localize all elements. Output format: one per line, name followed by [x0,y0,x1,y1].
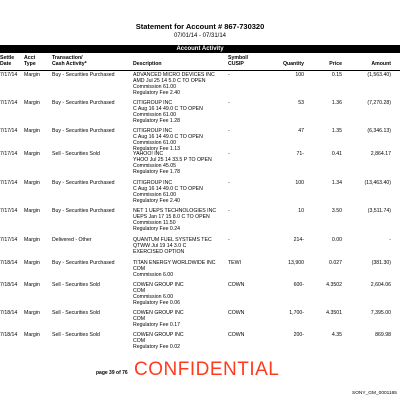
description-line: QTWW Jul 19 14 3.0 C [133,243,187,249]
settle-date: 7/18/14 [0,260,18,266]
amount: 2,864.17 [370,151,391,157]
symbol: - [228,180,230,186]
description-line: EXERCISED OPTION [133,249,185,255]
settle-date: 7/17/14 [0,180,18,186]
description-line: NET 1 UEPS TECHNOLOGIES INC [133,208,217,214]
description [133,72,227,96]
description-line: YAHOO! INC [133,151,164,157]
description-line: UEPS Jan 17 15 8.0 C TO OPEN [133,214,210,220]
description-line: COM [133,316,146,322]
statement-title: Statement for Account # 867-730320 [135,22,265,31]
transaction-type: Buy - Securities Purchased [52,260,115,266]
acct-type: Margin [24,237,40,243]
description-line: Regulatory Fee 2.40 [133,90,181,96]
description-line: C Aug 16 14 49.0 C TO OPEN [133,134,203,140]
settle-date: 7/17/14 [0,100,18,106]
transaction-type: Sell - Securities Sold [52,282,100,288]
symbol: - [228,237,230,243]
acct-type: Margin [24,151,40,157]
amount: (3,511.74) [367,208,391,214]
settle-date: 7/17/14 [0,151,18,157]
description-line: COWEN GROUP INC [133,282,184,288]
transaction-type: Buy - Securities Purchased [52,180,115,186]
price: 4.35 [331,332,342,338]
description-line: ADVANCED MICRO DEVICES INC [133,72,215,78]
description-line: CITIGROUP INC [133,100,173,106]
price: 3.50 [331,208,342,214]
description-line: TITAN ENERGY WORLDWIDE INC [133,260,216,266]
quantity: 10 [298,208,304,214]
transaction-type: Sell - Securities Sold [52,310,100,316]
description-line: COWEN GROUP INC [133,332,184,338]
header-acct-type: Acct Type [24,55,36,67]
symbol: COWN [228,282,245,288]
quantity: 53 [298,100,304,106]
quantity: 47 [298,128,304,134]
page-number: page 39 of 76 [96,370,128,376]
description-line: YHOO Jul 25 14 33.5 P TO OPEN [133,157,212,163]
acct-type: Margin [24,310,40,316]
description [133,208,227,232]
transaction-type: Delivered - Other [52,237,92,243]
settle-date: 7/18/14 [0,332,18,338]
header-divider [0,70,400,71]
transaction-type: Sell - Securities Sold [52,332,100,338]
price: 4.3501 [326,310,342,316]
settle-date: 7/17/14 [0,72,18,78]
description [133,310,227,328]
description-line: Commission 61.00 [133,192,176,198]
quantity: 214- [293,237,304,243]
description-line: Regulatory Fee 2.40 [133,198,181,204]
confidential-stamp: CONFIDENTIAL [134,359,280,380]
description-line: Commission 45.05 [133,163,176,169]
description-line: Regulatory Fee 0.24 [133,226,181,232]
header-transaction: Transaction/ Cash Activity* [52,55,87,67]
description-line: Regulatory Fee 0.02 [133,344,181,350]
acct-type: Margin [24,128,40,134]
description-line: C Aug 16 14 49.0 C TO OPEN [133,186,203,192]
header-amount: Amount [371,61,391,67]
settle-date: 7/17/14 [0,128,18,134]
settle-date: 7/17/14 [0,237,18,243]
amount: 7,395.00 [370,310,391,316]
quantity: 200- [293,332,304,338]
settle-date: 7/18/14 [0,282,18,288]
transaction-type: Buy - Securities Purchased [52,128,115,134]
price: 0.41 [331,151,342,157]
header-quantity: Quantity [282,61,304,67]
quantity: 100 [295,180,304,186]
acct-type: Margin [24,332,40,338]
description [133,151,227,175]
acct-type: Margin [24,180,40,186]
price: 1.36 [331,100,342,106]
quantity: 13,900 [288,260,304,266]
symbol: - [228,100,230,106]
description-line: Commission 11.50 [133,220,176,226]
description-line: C Aug 16 14 49.0 C TO OPEN [133,106,203,112]
quantity: 600- [293,282,304,288]
price: 0.15 [331,72,342,78]
description-line: COWEN GROUP INC [133,310,184,316]
description-line: Regulatory Fee 0.06 [133,300,181,306]
amount: - [389,237,391,243]
symbol: COWN [228,310,245,316]
description-line: CITIGROUP INC [133,128,173,134]
description-line: COM [133,338,146,344]
acct-type: Margin [24,100,40,106]
header-symbol: Symbol/ CUSIP [228,55,249,67]
description-line: Commission 61.00 [133,84,176,90]
transaction-type: Buy - Securities Purchased [52,208,115,214]
symbol: TEWI [228,260,241,266]
description-line: COM [133,266,146,272]
description-line: Regulatory Fee 0.17 [133,322,181,328]
description [133,128,227,152]
statement-period: 07/01/14 - 07/31/14 [173,33,227,39]
description [133,180,227,204]
symbol: - [228,151,230,157]
description-line: Regulatory Fee 1.78 [133,169,181,175]
section-header: Account Activity [0,45,400,53]
description-line: Commission 6.00 [133,294,174,300]
acct-type: Margin [24,260,40,266]
description-line: Commission 61.00 [133,140,176,146]
description-line: Commission 61.00 [133,112,176,118]
quantity: 1,700- [289,310,304,316]
description-line: Regulatory Fee 1.28 [133,118,181,124]
bates-number: SONY_GM_0001165 [352,391,397,396]
price: 0.027 [329,260,342,266]
description-line: Commission 6.00 [133,272,174,278]
amount: (381.30) [371,260,391,266]
transaction-type: Buy - Securities Purchased [52,72,115,78]
amount: (13,463.40) [364,180,391,186]
price: 1.34 [331,180,342,186]
amount: (1,563.40) [367,72,391,78]
description-line: QUANTUM FUEL SYSTEMS TEC [133,237,212,243]
symbol: - [228,208,230,214]
acct-type: Margin [24,208,40,214]
description [133,282,227,306]
amount: (6,346.13) [367,128,391,134]
symbol: - [228,72,230,78]
amount: (7,270.28) [367,100,391,106]
description-line: COM [133,288,146,294]
header-description: Description [133,61,162,67]
amount: 869.98 [375,332,391,338]
description-line: CITIGROUP INC [133,180,173,186]
acct-type: Margin [24,72,40,78]
price: 0.00 [331,237,342,243]
acct-type: Margin [24,282,40,288]
transaction-type: Sell - Securities Sold [52,151,100,157]
settle-date: 7/18/14 [0,310,18,316]
quantity: 71- [296,151,304,157]
price: 1.35 [331,128,342,134]
symbol: COWN [228,332,245,338]
header-settle-date: Settle Date [0,55,15,67]
price: 4.3502 [326,282,342,288]
transaction-type: Buy - Securities Purchased [52,100,115,106]
description-line: Regulatory Fee 1.13 [133,146,181,152]
description [133,260,227,278]
settle-date: 7/17/14 [0,208,18,214]
description-line: AMD Jul 25 14 5.0 C TO OPEN [133,78,206,84]
description [133,100,227,124]
description [133,332,227,350]
header-price: Price [329,61,342,67]
amount: 2,604.06 [370,282,391,288]
symbol: - [228,128,230,134]
description [133,237,227,255]
quantity: 100 [295,72,304,78]
